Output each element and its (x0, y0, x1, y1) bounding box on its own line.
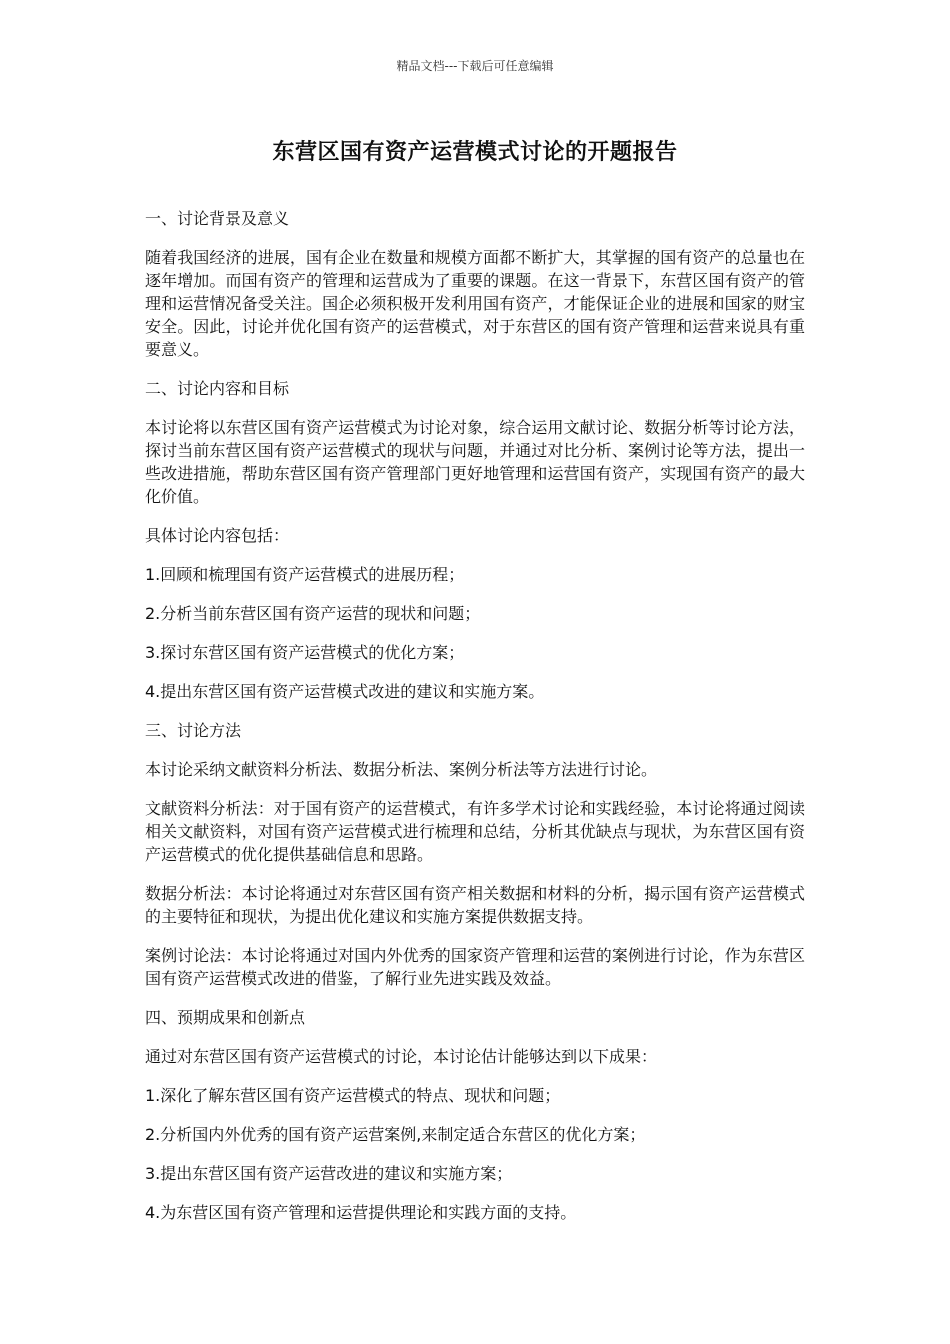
list-item: 2.分析当前东营区国有资产运营的现状和问题； (145, 604, 481, 623)
paragraph-content: 本讨论将以东营区国有资产运营模式为讨论对象，综合运用文献讨论、数据分析等讨论方法，探讨当前东营区国有资产运营模式的现状与问题，并通过对比分析、案例讨论等方法，提出一些改进措施，帮助东营区国有资产管理部门更好地管理和运营国有资产，实现国有资产的最大化价值。 (145, 418, 805, 506)
paragraph-content-intro: 具体讨论内容包括： (145, 526, 290, 545)
section-heading-background: 一、讨论背景及意义 (145, 209, 290, 228)
paragraph-case-method: 案例讨论法：本讨论将通过对国内外优秀的国家资产管理和运营的案例进行讨论，作为东营区国有资产运营模式改进的借鉴，了解行业先进实践及效益。 (145, 946, 805, 988)
list-item: 4.为东营区国有资产管理和运营提供理论和实践方面的支持。 (145, 1203, 577, 1222)
list-item: 1.深化了解东营区国有资产运营模式的特点、现状和问题； (145, 1086, 561, 1105)
header-note: 精品文档---下载后可任意编辑 (396, 59, 554, 73)
list-item: 2.分析国内外优秀的国有资产运营案例,来制定适合东营区的优化方案； (145, 1125, 646, 1144)
document-title: 东营区国有资产运营模式讨论的开题报告 (272, 140, 678, 165)
paragraph-data-method: 数据分析法：本讨论将通过对东营区国有资产相关数据和材料的分析，揭示国有资产运营模式的主要特征和现状，为提出优化建议和实施方案提供数据支持。 (145, 884, 805, 926)
paragraph-methods: 本讨论采纳文献资料分析法、数据分析法、案例分析法等方法进行讨论。 (145, 760, 658, 779)
list-item: 3.探讨东营区国有资产运营模式的优化方案； (145, 643, 465, 662)
section-heading-outcomes: 四、预期成果和创新点 (145, 1008, 306, 1027)
paragraph-outcomes-intro: 通过对东营区国有资产运营模式的讨论，本讨论估计能够达到以下成果： (145, 1047, 658, 1066)
section-heading-content: 二、讨论内容和目标 (145, 379, 290, 398)
paragraph-literature-method: 文献资料分析法：对于国有资产的运营模式，有许多学术讨论和实践经验，本讨论将通过阅读相关文献资料，对国有资产运营模式进行梳理和总结，分析其优缺点与现状，为东营区国有资产运营模式的优化提供基础信息和思路。 (145, 799, 805, 864)
list-item: 3.提出东营区国有资产运营改进的建议和实施方案； (145, 1164, 513, 1183)
paragraph-background: 随着我国经济的进展，国有企业在数量和规模方面都不断扩大，其掌握的国有资产的总量也在逐年增加。而国有资产的管理和运营成为了重要的课题。在这一背景下，东营区国有资产的管理和运营情况备受关注。国企必须积极开发利用国有资产，才能保证企业的进展和国家的财宝安全。因此，讨论并优化国有资产的运营模式，对于东营区的国有资产管理和运营来说具有重要意义。 (145, 248, 805, 359)
document-body (145, 207, 805, 1240)
list-item: 1.回顾和梳理国有资产运营模式的进展历程； (145, 565, 465, 584)
list-item: 4.提出东营区国有资产运营模式改进的建议和实施方案。 (145, 682, 545, 701)
section-heading-methods: 三、讨论方法 (145, 721, 242, 740)
